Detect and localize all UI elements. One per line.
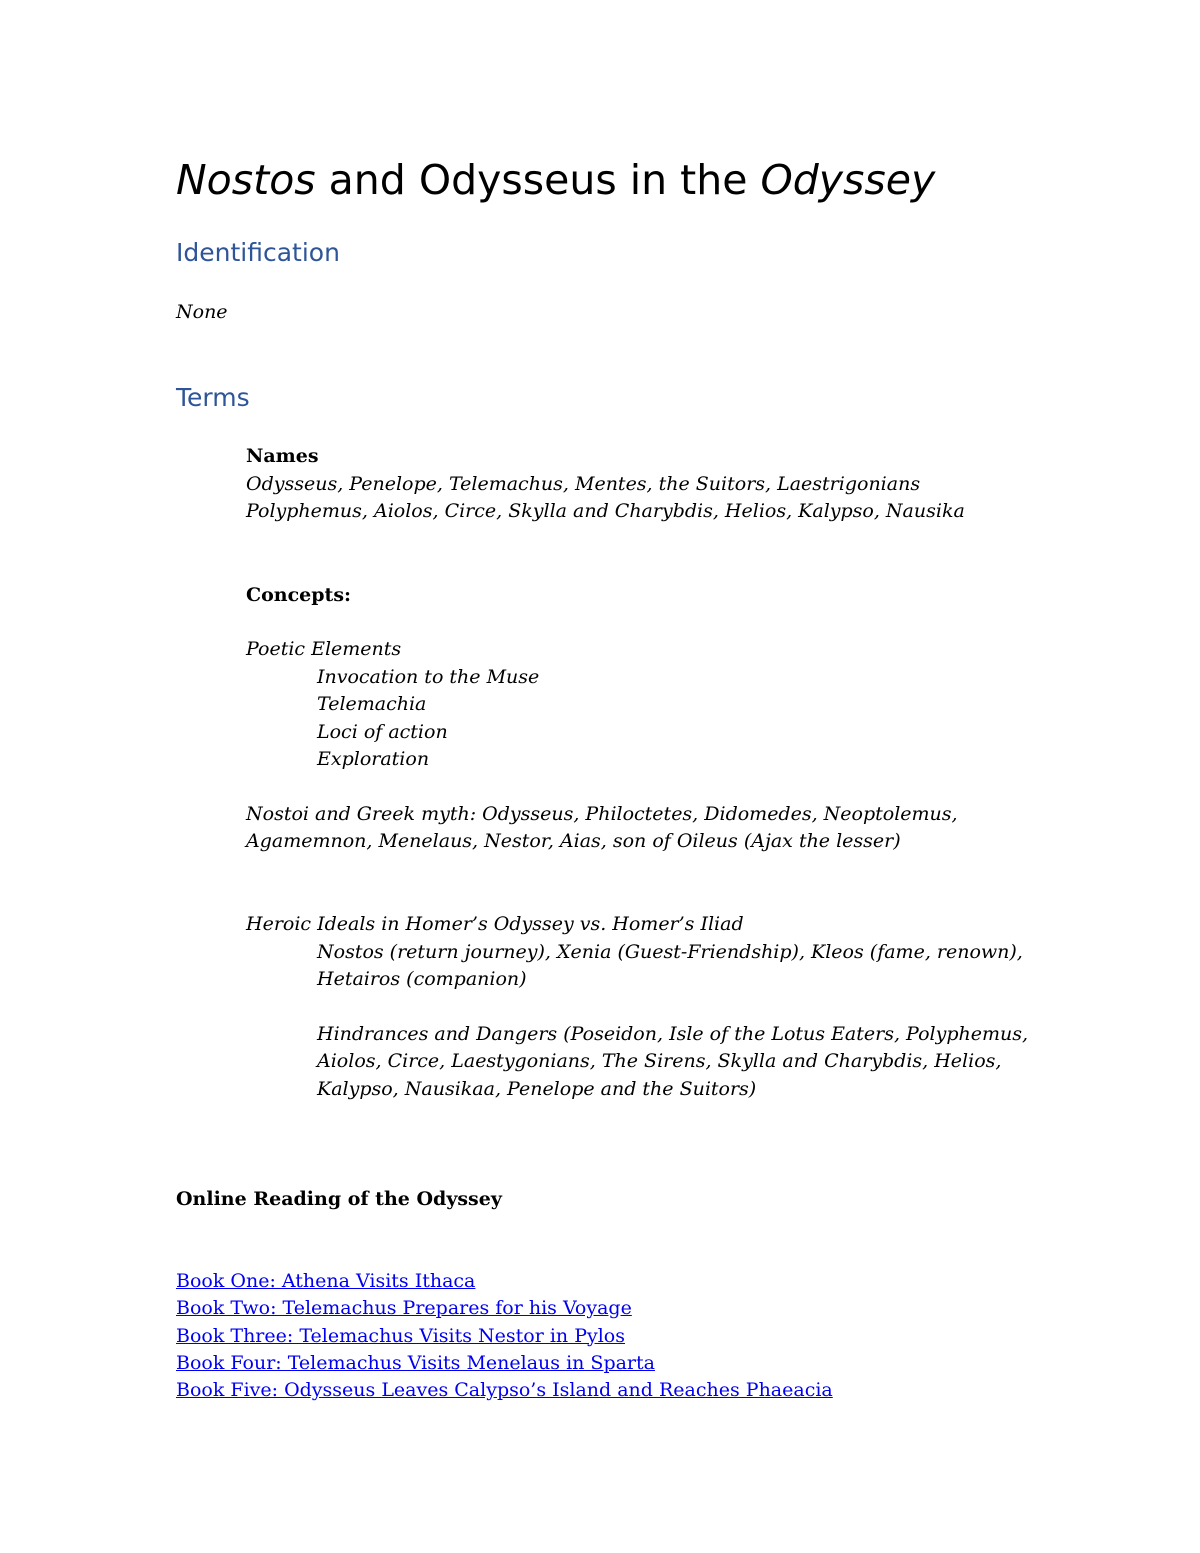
hindrances-line: Hindrances and Dangers (Poseidon, Isle of the Lotus Eaters, Polyphemus, <box>317 1023 1029 1045</box>
poetic-element-item: Loci of action <box>317 720 448 743</box>
heroic-ideals-list <box>317 939 1023 994</box>
names-line: Polyphemus, Aiolos, Circe, Skylla and Charybdis, Helios, Kalypso, Nausika <box>246 500 965 523</box>
names-list <box>246 471 965 526</box>
identification-heading: Identification <box>176 238 340 267</box>
link-book-one[interactable]: Book One: Athena Visits Ithaca <box>176 1270 476 1292</box>
hindrances-paragraph <box>317 1021 1028 1103</box>
hindrances-line: Aiolos, Circe, Laestygonians, The Sirens, Skylla and Charybdis, Helios, <box>317 1050 1002 1073</box>
title-part-middle: and Odysseus in the <box>315 156 761 204</box>
heroic-ideals-line: Nostos (return journey), Xenia (Guest-Friendship), Kleos (fame, renown), <box>317 941 1023 963</box>
link-book-two[interactable]: Book Two: Telemachus Prepares for his Voyage <box>176 1297 632 1320</box>
title-part-odyssey: Odyssey <box>760 156 936 204</box>
link-book-five[interactable]: Book Five: Odysseus Leaves Calypso’s Island and Reaches Phaeacia <box>176 1379 833 1402</box>
nostoi-line: Agamemnon, Menelaus, Nestor, Aias, son of Oileus (Ajax the lesser) <box>246 830 901 853</box>
link-book-four[interactable]: Book Four: Telemachus Visits Menelaus in Sparta <box>176 1351 655 1374</box>
online-reading-links <box>176 1268 833 1404</box>
concepts-heading: Concepts: <box>246 584 352 606</box>
link-book-three[interactable]: Book Three: Telemachus Visits Nestor in Pylos <box>176 1324 625 1347</box>
names-line: Odysseus, Penelope, Telemachus, Mentes, the Suitors, Laestrigonians <box>246 473 921 495</box>
poetic-elements-heading: Poetic Elements <box>246 638 402 660</box>
heroic-ideals-line: Hetairos (companion) <box>317 968 527 991</box>
terms-heading: Terms <box>176 383 250 412</box>
poetic-elements-list <box>317 664 539 773</box>
poetic-element-item: Exploration <box>317 747 430 770</box>
document-title <box>176 150 935 210</box>
heroic-ideals-heading: Heroic Ideals in Homer’s Odyssey vs. Homer’s Iliad <box>246 913 744 935</box>
names-heading: Names <box>246 445 319 467</box>
hindrances-line: Kalypso, Nausikaa, Penelope and the Suitors) <box>317 1077 757 1100</box>
poetic-element-item: Telemachia <box>317 693 427 716</box>
title-part-nostos: Nostos <box>176 156 316 204</box>
nostoi-paragraph <box>246 801 958 856</box>
online-reading-heading: Online Reading of the Odyssey <box>176 1188 502 1210</box>
identification-value: None <box>176 301 228 323</box>
poetic-element-item: Invocation to the Muse <box>317 666 540 688</box>
nostoi-line: Nostoi and Greek myth: Odysseus, Philoctetes, Didomedes, Neoptolemus, <box>246 803 958 825</box>
